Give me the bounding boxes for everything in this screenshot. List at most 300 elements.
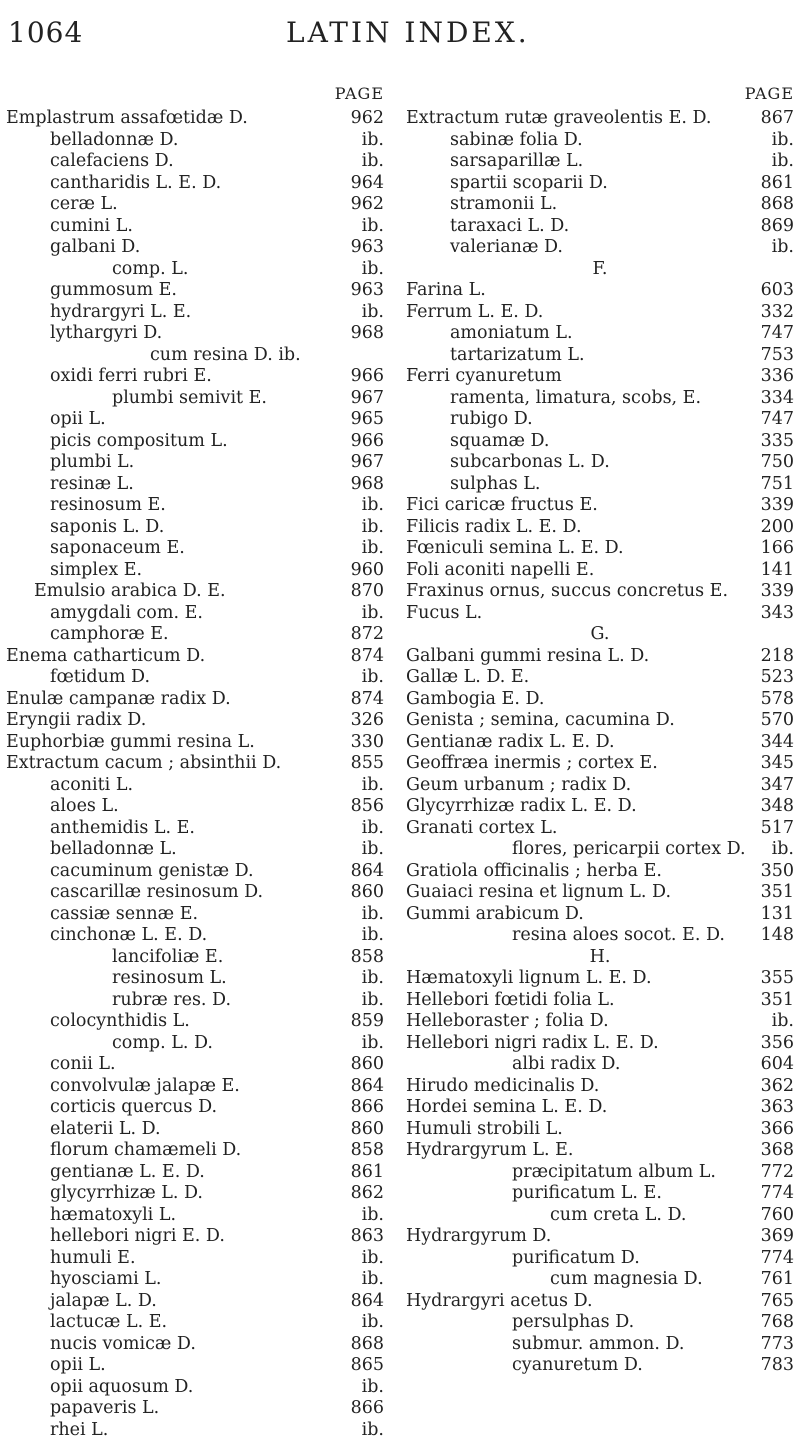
entry-term: Humuli strobili L. bbox=[406, 1119, 563, 1141]
entry-page: 368 bbox=[761, 1140, 794, 1162]
entry-term: Enema catharticum D. bbox=[6, 646, 205, 668]
entry-term: Emplastrum assafœtidæ D. bbox=[6, 108, 248, 130]
entry-page: 334 bbox=[761, 388, 794, 410]
running-title: LATIN INDEX. bbox=[286, 16, 530, 49]
entry-term: resinosum L. bbox=[112, 968, 227, 990]
index-entry bbox=[400, 151, 800, 173]
entry-term: Geoffræa inermis ; cortex E. bbox=[406, 753, 658, 775]
entry-page: 356 bbox=[761, 1033, 794, 1055]
entry-page: 774 bbox=[761, 1248, 794, 1270]
index-entry bbox=[0, 624, 396, 646]
entry-term: Extractum cacum ; absinthii D. bbox=[6, 753, 281, 775]
entry-list bbox=[0, 108, 396, 1441]
index-entry bbox=[0, 968, 396, 990]
index-entry bbox=[0, 194, 396, 216]
entry-term: Fucus L. bbox=[406, 603, 482, 625]
index-entry bbox=[0, 1355, 396, 1377]
entry-page: 760 bbox=[761, 1205, 794, 1227]
entry-page: ib. bbox=[362, 1248, 384, 1270]
entry-page: ib. bbox=[362, 130, 384, 152]
index-entry bbox=[400, 216, 800, 238]
entry-term: elaterii L. D. bbox=[50, 1119, 161, 1141]
index-entry bbox=[400, 280, 800, 302]
entry-page: 865 bbox=[351, 1355, 384, 1377]
index-entry bbox=[400, 474, 800, 496]
entry-page: ib. bbox=[772, 151, 794, 173]
index-entry bbox=[400, 452, 800, 474]
entry-page: 339 bbox=[761, 495, 794, 517]
entry-page: ib. bbox=[362, 302, 384, 324]
entry-page: ib. bbox=[772, 839, 794, 861]
index-entry bbox=[0, 732, 396, 754]
entry-term: cacuminum genistæ D. bbox=[50, 861, 254, 883]
entry-page: 869 bbox=[761, 216, 794, 238]
entry-term: Ferrum L. E. D. bbox=[406, 302, 543, 324]
entry-term: aconiti L. bbox=[50, 775, 133, 797]
entry-term: stramonii L. bbox=[450, 194, 557, 216]
entry-page: 860 bbox=[351, 1119, 384, 1141]
index-entry bbox=[400, 732, 800, 754]
entry-term: anthemidis L. E. bbox=[50, 818, 195, 840]
entry-page: 967 bbox=[351, 452, 384, 474]
index-entry bbox=[0, 1269, 396, 1291]
entry-term: plumbi semivit E. bbox=[112, 388, 267, 410]
index-entry bbox=[400, 1248, 800, 1270]
index-entry bbox=[0, 1420, 396, 1441]
index-entry bbox=[0, 1076, 396, 1098]
entry-term: belladonnæ D. bbox=[50, 130, 178, 152]
index-entry bbox=[400, 775, 800, 797]
entry-term: cum magnesia D. bbox=[550, 1269, 703, 1291]
entry-term: Granati cortex L. bbox=[406, 818, 557, 840]
entry-page: 363 bbox=[761, 1097, 794, 1119]
entry-term: squamæ D. bbox=[450, 431, 549, 453]
entry-term: Hellebori fœtidi folia L. bbox=[406, 990, 615, 1012]
entry-page: 960 bbox=[351, 560, 384, 582]
index-entry bbox=[400, 1183, 800, 1205]
page-number: 1064 bbox=[8, 16, 83, 49]
entry-term: Enulæ campanæ radix D. bbox=[6, 689, 231, 711]
index-entry bbox=[400, 667, 800, 689]
entry-term: lythargyri D. bbox=[50, 323, 162, 345]
entry-term: sarsaparillæ L. bbox=[450, 151, 583, 173]
index-entry bbox=[0, 882, 396, 904]
entry-term: subcarbonas L. D. bbox=[450, 452, 610, 474]
entry-term: colocynthidis L. bbox=[50, 1011, 190, 1033]
index-entry bbox=[400, 345, 800, 367]
entry-term: glycyrrhizæ L. D. bbox=[50, 1183, 203, 1205]
index-entry bbox=[400, 839, 800, 861]
page-header bbox=[0, 0, 800, 60]
entry-page: 861 bbox=[351, 1162, 384, 1184]
entry-term: spartii scoparii D. bbox=[450, 173, 608, 195]
index-entry bbox=[0, 925, 396, 947]
entry-term: Extractum rutæ graveolentis E. D. bbox=[406, 108, 711, 130]
entry-page: 131 bbox=[761, 904, 794, 926]
entry-page: 965 bbox=[351, 409, 384, 431]
entry-term: purificatum D. bbox=[512, 1248, 640, 1270]
entry-term: Farina L. bbox=[406, 280, 486, 302]
index-entry bbox=[400, 646, 800, 668]
entry-page: 860 bbox=[351, 1054, 384, 1076]
entry-page: 768 bbox=[761, 1312, 794, 1334]
index-entry bbox=[0, 947, 396, 969]
entry-page: 858 bbox=[351, 1140, 384, 1162]
entry-page: 355 bbox=[761, 968, 794, 990]
entry-term: gummosum E. bbox=[50, 280, 177, 302]
entry-page: 874 bbox=[351, 646, 384, 668]
index-entry bbox=[0, 646, 396, 668]
entry-page: 962 bbox=[351, 194, 384, 216]
index-entry bbox=[400, 409, 800, 431]
entry-term: cascarillæ resinosum D. bbox=[50, 882, 263, 904]
entry-term: Hirudo medicinalis D. bbox=[406, 1076, 599, 1098]
entry-page: 148 bbox=[761, 925, 794, 947]
entry-page: ib. bbox=[772, 130, 794, 152]
entry-page: 962 bbox=[351, 108, 384, 130]
entry-page: ib. bbox=[362, 925, 384, 947]
index-entry bbox=[0, 581, 396, 603]
entry-page: ib. bbox=[362, 818, 384, 840]
index-entry bbox=[400, 1312, 800, 1334]
entry-term: resinæ L. bbox=[50, 474, 134, 496]
entry-term: Gentianæ radix L. E. D. bbox=[406, 732, 615, 754]
entry-page: 344 bbox=[761, 732, 794, 754]
entry-term: papaveris L. bbox=[50, 1398, 159, 1420]
index-entry bbox=[0, 474, 396, 496]
index-entry bbox=[0, 1033, 396, 1055]
entry-term: cyanuretum D. bbox=[512, 1355, 643, 1377]
index-entry bbox=[0, 345, 396, 367]
entry-page: 773 bbox=[761, 1334, 794, 1356]
index-entry bbox=[400, 603, 800, 625]
index-entry bbox=[0, 1291, 396, 1313]
entry-page: 765 bbox=[761, 1291, 794, 1313]
entry-page: 369 bbox=[761, 1226, 794, 1248]
index-entry bbox=[400, 1119, 800, 1141]
index-entry bbox=[0, 366, 396, 388]
entry-page: 750 bbox=[761, 452, 794, 474]
index-entry bbox=[0, 1398, 396, 1420]
entry-term: plumbi L. bbox=[50, 452, 134, 474]
index-entry bbox=[0, 1377, 396, 1399]
entry-term: opii L. bbox=[50, 1355, 106, 1377]
entry-page: 868 bbox=[351, 1334, 384, 1356]
index-entry bbox=[400, 1269, 800, 1291]
index-entry bbox=[0, 753, 396, 775]
entry-term: Hordei semina L. E. D. bbox=[406, 1097, 607, 1119]
index-entry bbox=[0, 861, 396, 883]
index-entry bbox=[0, 302, 396, 324]
index-entry bbox=[0, 151, 396, 173]
entry-page: 866 bbox=[351, 1097, 384, 1119]
index-entry bbox=[400, 517, 800, 539]
entry-term: opii L. bbox=[50, 409, 106, 431]
entry-term: jalapæ L. D. bbox=[50, 1291, 157, 1313]
index-entry bbox=[0, 710, 396, 732]
index-entry bbox=[400, 753, 800, 775]
entry-page: 604 bbox=[761, 1054, 794, 1076]
entry-term: Gummi arabicum D. bbox=[406, 904, 584, 926]
entry-term: rubræ res. D. bbox=[112, 990, 231, 1012]
index-entry bbox=[400, 796, 800, 818]
entry-term: purificatum L. E. bbox=[512, 1183, 662, 1205]
page-label: PAGE bbox=[335, 84, 384, 103]
entry-page: ib. bbox=[772, 1011, 794, 1033]
entry-term: Gallæ L. D. E. bbox=[406, 667, 529, 689]
index-entry bbox=[0, 259, 396, 281]
entry-page: 351 bbox=[761, 882, 794, 904]
entry-page: 856 bbox=[351, 796, 384, 818]
index-entry bbox=[0, 1248, 396, 1270]
index-entry bbox=[0, 1119, 396, 1141]
entry-page: 966 bbox=[351, 431, 384, 453]
index-entry bbox=[400, 1076, 800, 1098]
index-entry bbox=[0, 237, 396, 259]
entry-page: ib. bbox=[362, 216, 384, 238]
entry-term: Euphorbiæ gummi resina L. bbox=[6, 732, 255, 754]
entry-term: valerianæ D. bbox=[450, 237, 563, 259]
entry-page: 578 bbox=[761, 689, 794, 711]
entry-term: Gratiola officinalis ; herba E. bbox=[406, 861, 662, 883]
entry-page: 747 bbox=[761, 409, 794, 431]
entry-page: 968 bbox=[351, 323, 384, 345]
entry-term: Emulsio arabica D. E. bbox=[34, 581, 226, 603]
entry-page: 968 bbox=[351, 474, 384, 496]
entry-term: Hæmatoxyli lignum L. E. D. bbox=[406, 968, 652, 990]
entry-page: 861 bbox=[761, 173, 794, 195]
entry-page: 967 bbox=[351, 388, 384, 410]
entry-page: 870 bbox=[351, 581, 384, 603]
entry-page: 570 bbox=[761, 710, 794, 732]
entry-term: cantharidis L. E. D. bbox=[50, 173, 221, 195]
index-entry bbox=[0, 904, 396, 926]
entry-term: Helleboraster ; folia D. bbox=[406, 1011, 609, 1033]
index-entry bbox=[0, 280, 396, 302]
index-entry bbox=[400, 173, 800, 195]
entry-page: ib. bbox=[362, 603, 384, 625]
index-entry bbox=[400, 689, 800, 711]
entry-term: lancifoliæ E. bbox=[112, 947, 223, 969]
entry-term: comp. L. D. bbox=[112, 1033, 213, 1055]
index-entry bbox=[400, 237, 800, 259]
entry-term: Filicis radix L. E. D. bbox=[406, 517, 582, 539]
index-column-right bbox=[400, 84, 800, 1377]
index-entry bbox=[400, 1205, 800, 1227]
index-entry bbox=[0, 1205, 396, 1227]
entry-page: 326 bbox=[351, 710, 384, 732]
entry-page: 963 bbox=[351, 237, 384, 259]
entry-term: oxidi ferri rubri E. bbox=[50, 366, 212, 388]
index-entry bbox=[0, 173, 396, 195]
index-entry bbox=[400, 990, 800, 1012]
entry-page: ib. bbox=[362, 151, 384, 173]
entry-page: ib. bbox=[362, 1033, 384, 1055]
entry-page: 517 bbox=[761, 818, 794, 840]
index-entry bbox=[400, 710, 800, 732]
entry-page: 855 bbox=[351, 753, 384, 775]
section-letter bbox=[400, 259, 800, 281]
index-entry bbox=[400, 882, 800, 904]
entry-page: 523 bbox=[761, 667, 794, 689]
entry-term: Fœniculi semina L. E. D. bbox=[406, 538, 624, 560]
entry-term: saponis L. D. bbox=[50, 517, 164, 539]
entry-page: 859 bbox=[351, 1011, 384, 1033]
index-entry bbox=[0, 603, 396, 625]
entry-page: 362 bbox=[761, 1076, 794, 1098]
entry-page: 761 bbox=[761, 1269, 794, 1291]
entry-term: simplex E. bbox=[50, 560, 142, 582]
entry-page: ib. bbox=[362, 517, 384, 539]
entry-term: Geum urbanum ; radix D. bbox=[406, 775, 631, 797]
entry-page: 751 bbox=[761, 474, 794, 496]
index-entry bbox=[400, 366, 800, 388]
index-entry bbox=[0, 560, 396, 582]
entry-page: 200 bbox=[761, 517, 794, 539]
index-entry bbox=[400, 581, 800, 603]
entry-page: 864 bbox=[351, 861, 384, 883]
entry-term: saponaceum E. bbox=[50, 538, 185, 560]
entry-term: camphoræ E. bbox=[50, 624, 169, 646]
entry-page: 753 bbox=[761, 345, 794, 367]
entry-term: albi radix D. bbox=[512, 1054, 620, 1076]
index-entry bbox=[400, 1097, 800, 1119]
index-entry bbox=[0, 130, 396, 152]
entry-page: 858 bbox=[351, 947, 384, 969]
index-entry bbox=[0, 796, 396, 818]
index-entry bbox=[0, 1140, 396, 1162]
entry-term: galbani D. bbox=[50, 237, 140, 259]
index-entry bbox=[0, 818, 396, 840]
index-entry bbox=[400, 388, 800, 410]
index-entry bbox=[400, 818, 800, 840]
entry-term: corticis quercus D. bbox=[50, 1097, 217, 1119]
entry-term: amoniatum L. bbox=[450, 323, 573, 345]
index-entry bbox=[400, 1033, 800, 1055]
entry-term: sabinæ folia D. bbox=[450, 130, 583, 152]
entry-page: 874 bbox=[351, 689, 384, 711]
entry-page: ib. bbox=[362, 968, 384, 990]
index-entry bbox=[0, 990, 396, 1012]
index-entry bbox=[0, 1162, 396, 1184]
entry-term: opii aquosum D. bbox=[50, 1377, 193, 1399]
entry-page: 963 bbox=[351, 280, 384, 302]
entry-page: 866 bbox=[351, 1398, 384, 1420]
entry-term: persulphas D. bbox=[512, 1312, 634, 1334]
entry-page: ib. bbox=[362, 775, 384, 797]
entry-term: rhei L. bbox=[50, 1420, 108, 1441]
entry-page: 860 bbox=[351, 882, 384, 904]
entry-page: ib. bbox=[362, 1269, 384, 1291]
entry-page: ib. bbox=[362, 538, 384, 560]
entry-page: ib. bbox=[362, 1312, 384, 1334]
entry-page: 336 bbox=[761, 366, 794, 388]
entry-page: ib. bbox=[362, 667, 384, 689]
entry-page: ib. bbox=[362, 990, 384, 1012]
index-entry bbox=[0, 108, 396, 130]
entry-page: 603 bbox=[761, 280, 794, 302]
entry-page: 772 bbox=[761, 1162, 794, 1184]
index-entry bbox=[0, 452, 396, 474]
index-entry bbox=[0, 517, 396, 539]
entry-page: 366 bbox=[761, 1119, 794, 1141]
entry-page: 141 bbox=[761, 560, 794, 582]
entry-page: ib. bbox=[362, 904, 384, 926]
entry-page: 867 bbox=[761, 108, 794, 130]
entry-term: Ferri cyanuretum bbox=[406, 366, 562, 388]
entry-term: Glycyrrhizæ radix L. E. D. bbox=[406, 796, 637, 818]
entry-page: 348 bbox=[761, 796, 794, 818]
entry-term: Hydrargyri acetus D. bbox=[406, 1291, 593, 1313]
entry-term: hyosciami L. bbox=[50, 1269, 161, 1291]
index-entry bbox=[400, 1162, 800, 1184]
index-entry bbox=[0, 839, 396, 861]
index-entry bbox=[0, 667, 396, 689]
entry-page: 345 bbox=[761, 753, 794, 775]
entry-page: ib. bbox=[362, 1420, 384, 1441]
column-header bbox=[0, 84, 396, 108]
index-entry bbox=[400, 1054, 800, 1076]
entry-page: 218 bbox=[761, 646, 794, 668]
entry-term: resina aloes socot. E. D. bbox=[512, 925, 725, 947]
entry-term: ramenta, limatura, scobs, E. bbox=[450, 388, 701, 410]
index-entry bbox=[400, 302, 800, 324]
entry-term: Eryngii radix D. bbox=[6, 710, 146, 732]
entry-page: ib. bbox=[362, 1377, 384, 1399]
entry-term: nucis vomicæ D. bbox=[50, 1334, 196, 1356]
index-entry bbox=[0, 1334, 396, 1356]
index-entry bbox=[400, 1011, 800, 1033]
entry-page: ib. bbox=[362, 495, 384, 517]
entry-page: ib. bbox=[772, 237, 794, 259]
index-entry bbox=[400, 1226, 800, 1248]
index-entry bbox=[0, 431, 396, 453]
index-entry bbox=[400, 1334, 800, 1356]
column-header bbox=[400, 84, 800, 108]
entry-term: calefaciens D. bbox=[50, 151, 174, 173]
entry-term: Hydrargyrum D. bbox=[406, 1226, 551, 1248]
entry-page: 864 bbox=[351, 1076, 384, 1098]
entry-term: sulphas L. bbox=[450, 474, 540, 496]
index-entry bbox=[400, 1291, 800, 1313]
entry-term: aloes L. bbox=[50, 796, 119, 818]
entry-term: cassiæ sennæ E. bbox=[50, 904, 198, 926]
index-entry bbox=[400, 130, 800, 152]
entry-term: Guaiaci resina et lignum L. D. bbox=[406, 882, 671, 904]
index-entry bbox=[400, 538, 800, 560]
entry-term: gentianæ L. E. D. bbox=[50, 1162, 205, 1184]
entry-page: 783 bbox=[761, 1355, 794, 1377]
entry-page: 350 bbox=[761, 861, 794, 883]
entry-term: picis compositum L. bbox=[50, 431, 228, 453]
index-entry bbox=[0, 216, 396, 238]
index-column-left bbox=[0, 84, 396, 1441]
entry-page: 966 bbox=[351, 366, 384, 388]
entry-page: 864 bbox=[351, 1291, 384, 1313]
index-entry bbox=[0, 1183, 396, 1205]
index-entry bbox=[400, 1355, 800, 1377]
index-entry bbox=[400, 495, 800, 517]
index-entry bbox=[0, 775, 396, 797]
entry-term: taraxaci L. D. bbox=[450, 216, 569, 238]
entry-term: ceræ L. bbox=[50, 194, 118, 216]
entry-page: 863 bbox=[351, 1226, 384, 1248]
section-letter bbox=[400, 624, 800, 646]
entry-page: 964 bbox=[351, 173, 384, 195]
entry-term: cum creta L. D. bbox=[550, 1205, 687, 1227]
index-entry bbox=[400, 323, 800, 345]
entry-term: cinchonæ L. E. D. bbox=[50, 925, 207, 947]
